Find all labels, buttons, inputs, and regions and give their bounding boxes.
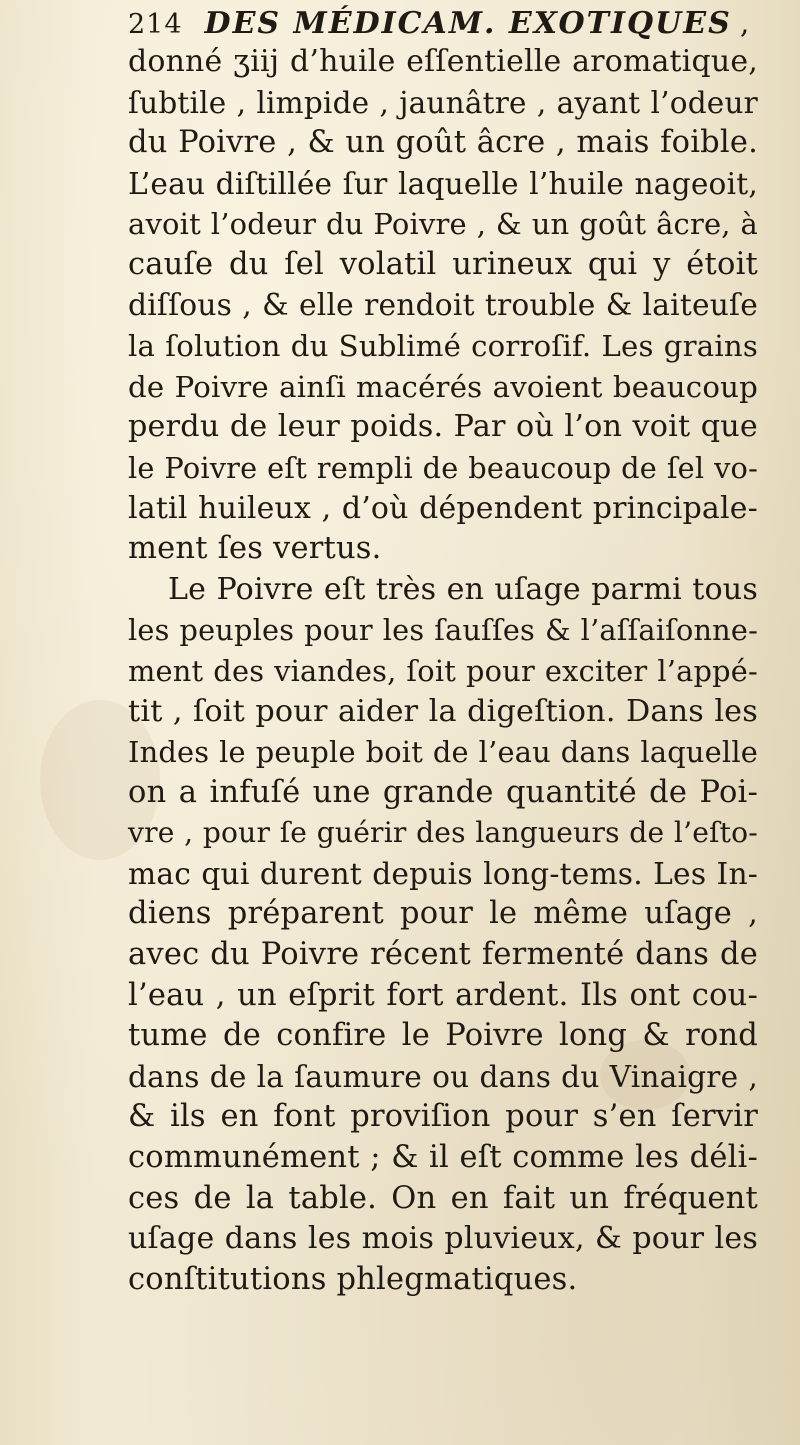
running-title-separator: ,: [739, 6, 752, 41]
text-line: le Poivre eſt rempli de beaucoup de ſel vo-: [128, 450, 758, 485]
text-line: L’eau diſtillée ſur laquelle l’huile nageoit,: [128, 165, 758, 201]
text-line: latil huileux , d’où dépendent principale-: [128, 490, 758, 526]
text-line: Indes le peuple boit de l’eau dans laquelle: [128, 735, 758, 770]
paragraph-end-line: ment ſes vertus.: [128, 531, 382, 567]
text-line: ſubtile , limpide , jaunâtre , ayant l’odeur: [128, 85, 758, 120]
text-line: communément ; & il eſt comme les déli-: [128, 1140, 758, 1176]
text-line: tume de confire le Poivre long & rond: [128, 1018, 758, 1054]
text-line: vre , pour ſe guérir des langueurs de l’eſto-: [128, 816, 758, 850]
text-line: perdu de leur poids. Par où l’on voit que: [128, 409, 758, 445]
paragraph-end-line: conſtitutions phlegmatiques.: [128, 1261, 578, 1297]
text-line: uſage dans les mois pluvieux, & pour les: [128, 1221, 758, 1257]
text-line: avoit l’odeur du Poivre , & un goût âcre, à: [128, 207, 758, 242]
text-line: dans de la ſaumure ou dans du Vinaigre ,: [128, 1059, 758, 1094]
text-line: donné ʒiij d’huile eſſentielle aromatique,: [128, 44, 758, 79]
running-title: [205, 6, 752, 41]
text-line: mac qui durent depuis long-tems. Les In-: [128, 855, 758, 891]
running-title-text: DES MÉDICAM. EXOTIQUES: [204, 6, 732, 41]
text-line: l’eau , un eſprit fort ardent. Ils ont cou-: [128, 977, 758, 1013]
text-line: cauſe du ſel volatil urineux qui y étoit: [128, 246, 758, 282]
text-line: ment des viandes, ſoit pour exciter l’appé-: [128, 653, 758, 688]
text-line: ces de la table. On en fait un fréquent: [128, 1180, 758, 1216]
text-line: du Poivre , & un goût âcre , mais foible.: [128, 125, 758, 161]
text-line: diſſous , & elle rendoit trouble & laiteuſe: [128, 287, 758, 323]
text-body: [128, 42, 758, 1300]
text-line: la ſolution du Sublimé corroſif. Les grains: [128, 329, 758, 364]
text-line: & ils en font proviſion pour s’en ſervir: [128, 1099, 758, 1135]
page-number: 214: [128, 9, 183, 40]
text-line: avec du Poivre récent fermenté dans de: [128, 937, 758, 973]
text-line: diens préparent pour le même uſage ,: [128, 896, 758, 932]
text-line: les peuples pour les ſauſſes & l’aſſaiſonne-: [128, 613, 758, 648]
page-header: [128, 6, 752, 46]
text-line: on a infuſé une grande quantité de Poi-: [128, 774, 758, 810]
text-line: de Poivre ainſi macérés avoient beaucoup: [128, 369, 758, 404]
paragraph-start-line: Le Poivre eſt très en uſage parmi tous: [168, 571, 758, 607]
text-line: tit , ſoit pour aider la digeſtion. Dans les: [128, 693, 758, 729]
